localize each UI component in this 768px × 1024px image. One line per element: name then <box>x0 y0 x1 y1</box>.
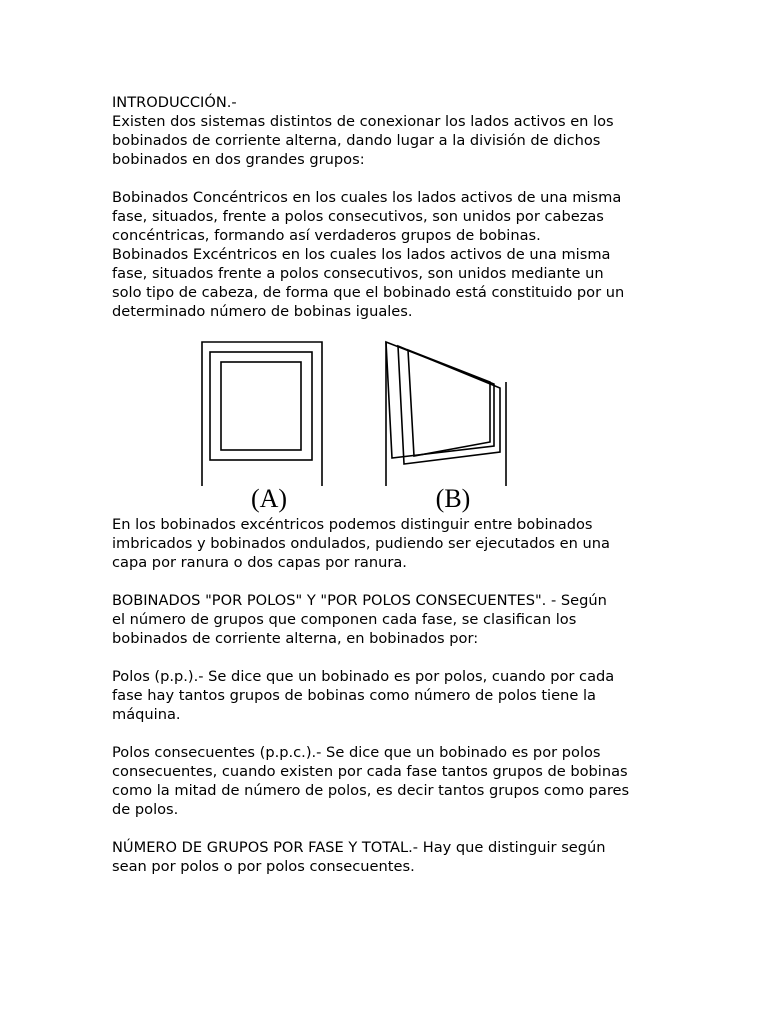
text-line: NÚMERO DE GRUPOS POR FASE Y TOTAL.- Hay que distinguir según <box>112 839 606 856</box>
inner-coil <box>221 362 301 450</box>
text-line: fase hay tantos grupos de bobinas como número de polos tiene la <box>112 687 596 704</box>
text-line: máquina. <box>112 706 181 723</box>
winding-diagram <box>200 338 520 513</box>
text-line: de polos. <box>112 801 179 818</box>
text-line: determinado número de bobinas iguales. <box>112 303 413 320</box>
text-line: el número de grupos que componen cada fase, se clasifican los <box>112 611 577 628</box>
text-line: BOBINADOS "POR POLOS" Y "POR POLOS CONSECUENTES". - Según <box>112 592 607 609</box>
paragraph-number-of-groups <box>112 838 672 876</box>
text-line: En los bobinados excéntricos podemos distinguir entre bobinados <box>112 516 593 533</box>
paragraph-poles <box>112 591 672 648</box>
coil-3 <box>408 350 490 456</box>
text-line: fase, situados, frente a polos consecutivos, son unidos por cabezas <box>112 208 604 225</box>
text-line: capa por ranura o dos capas por ranura. <box>112 554 407 571</box>
concentric-winding-diagram <box>202 342 322 486</box>
section-title-introduction: INTRODUCCIÓN.- <box>112 94 237 111</box>
paragraph-introduction <box>112 112 672 169</box>
paragraph-eccentric <box>112 515 672 572</box>
eccentric-winding-diagram <box>386 342 506 486</box>
text-line: consecuentes, cuando existen por cada fase tantos grupos de bobinas <box>112 763 628 780</box>
text-line: Bobinados Excéntricos en los cuales los lados activos de una misma <box>112 246 611 263</box>
paragraph-winding-types <box>112 188 672 321</box>
text-line: solo tipo de cabeza, de forma que el bobinado está constituido por un <box>112 284 625 301</box>
text-line: bobinados de corriente alterna, en bobinados por: <box>112 630 479 647</box>
text-line: Existen dos sistemas distintos de conexionar los lados activos en los <box>112 113 614 130</box>
text-line: Polos (p.p.).- Se dice que un bobinado es por polos, cuando por cada <box>112 668 615 685</box>
figure-label-a: (A) <box>250 484 288 513</box>
text-line: fase, situados frente a polos consecutivos, son unidos mediante un <box>112 265 604 282</box>
text-line: como la mitad de número de polos, es decir tantos grupos como pares <box>112 782 630 799</box>
winding-diagram-figure <box>200 338 520 513</box>
text-line: sean por polos o por polos consecuentes. <box>112 858 415 875</box>
middle-coil <box>210 352 312 460</box>
text-line: bobinados de corriente alterna, dando lugar a la división de dichos <box>112 132 601 149</box>
text-line: Bobinados Concéntricos en los cuales los lados activos de una misma <box>112 189 622 206</box>
outer-coil <box>202 342 322 486</box>
paragraph-polos-consecuentes <box>112 743 672 819</box>
text-line: bobinados en dos grandes grupos: <box>112 151 365 168</box>
text-line: imbricados y bobinados ondulados, pudiendo ser ejecutados en una <box>112 535 610 552</box>
figure-label-b: (B) <box>435 484 471 513</box>
text-line: concéntricas, formando así verdaderos grupos de bobinas. <box>112 227 541 244</box>
text-line: Polos consecuentes (p.p.c.).- Se dice que un bobinado es por polos <box>112 744 601 761</box>
paragraph-por-polos <box>112 667 672 724</box>
